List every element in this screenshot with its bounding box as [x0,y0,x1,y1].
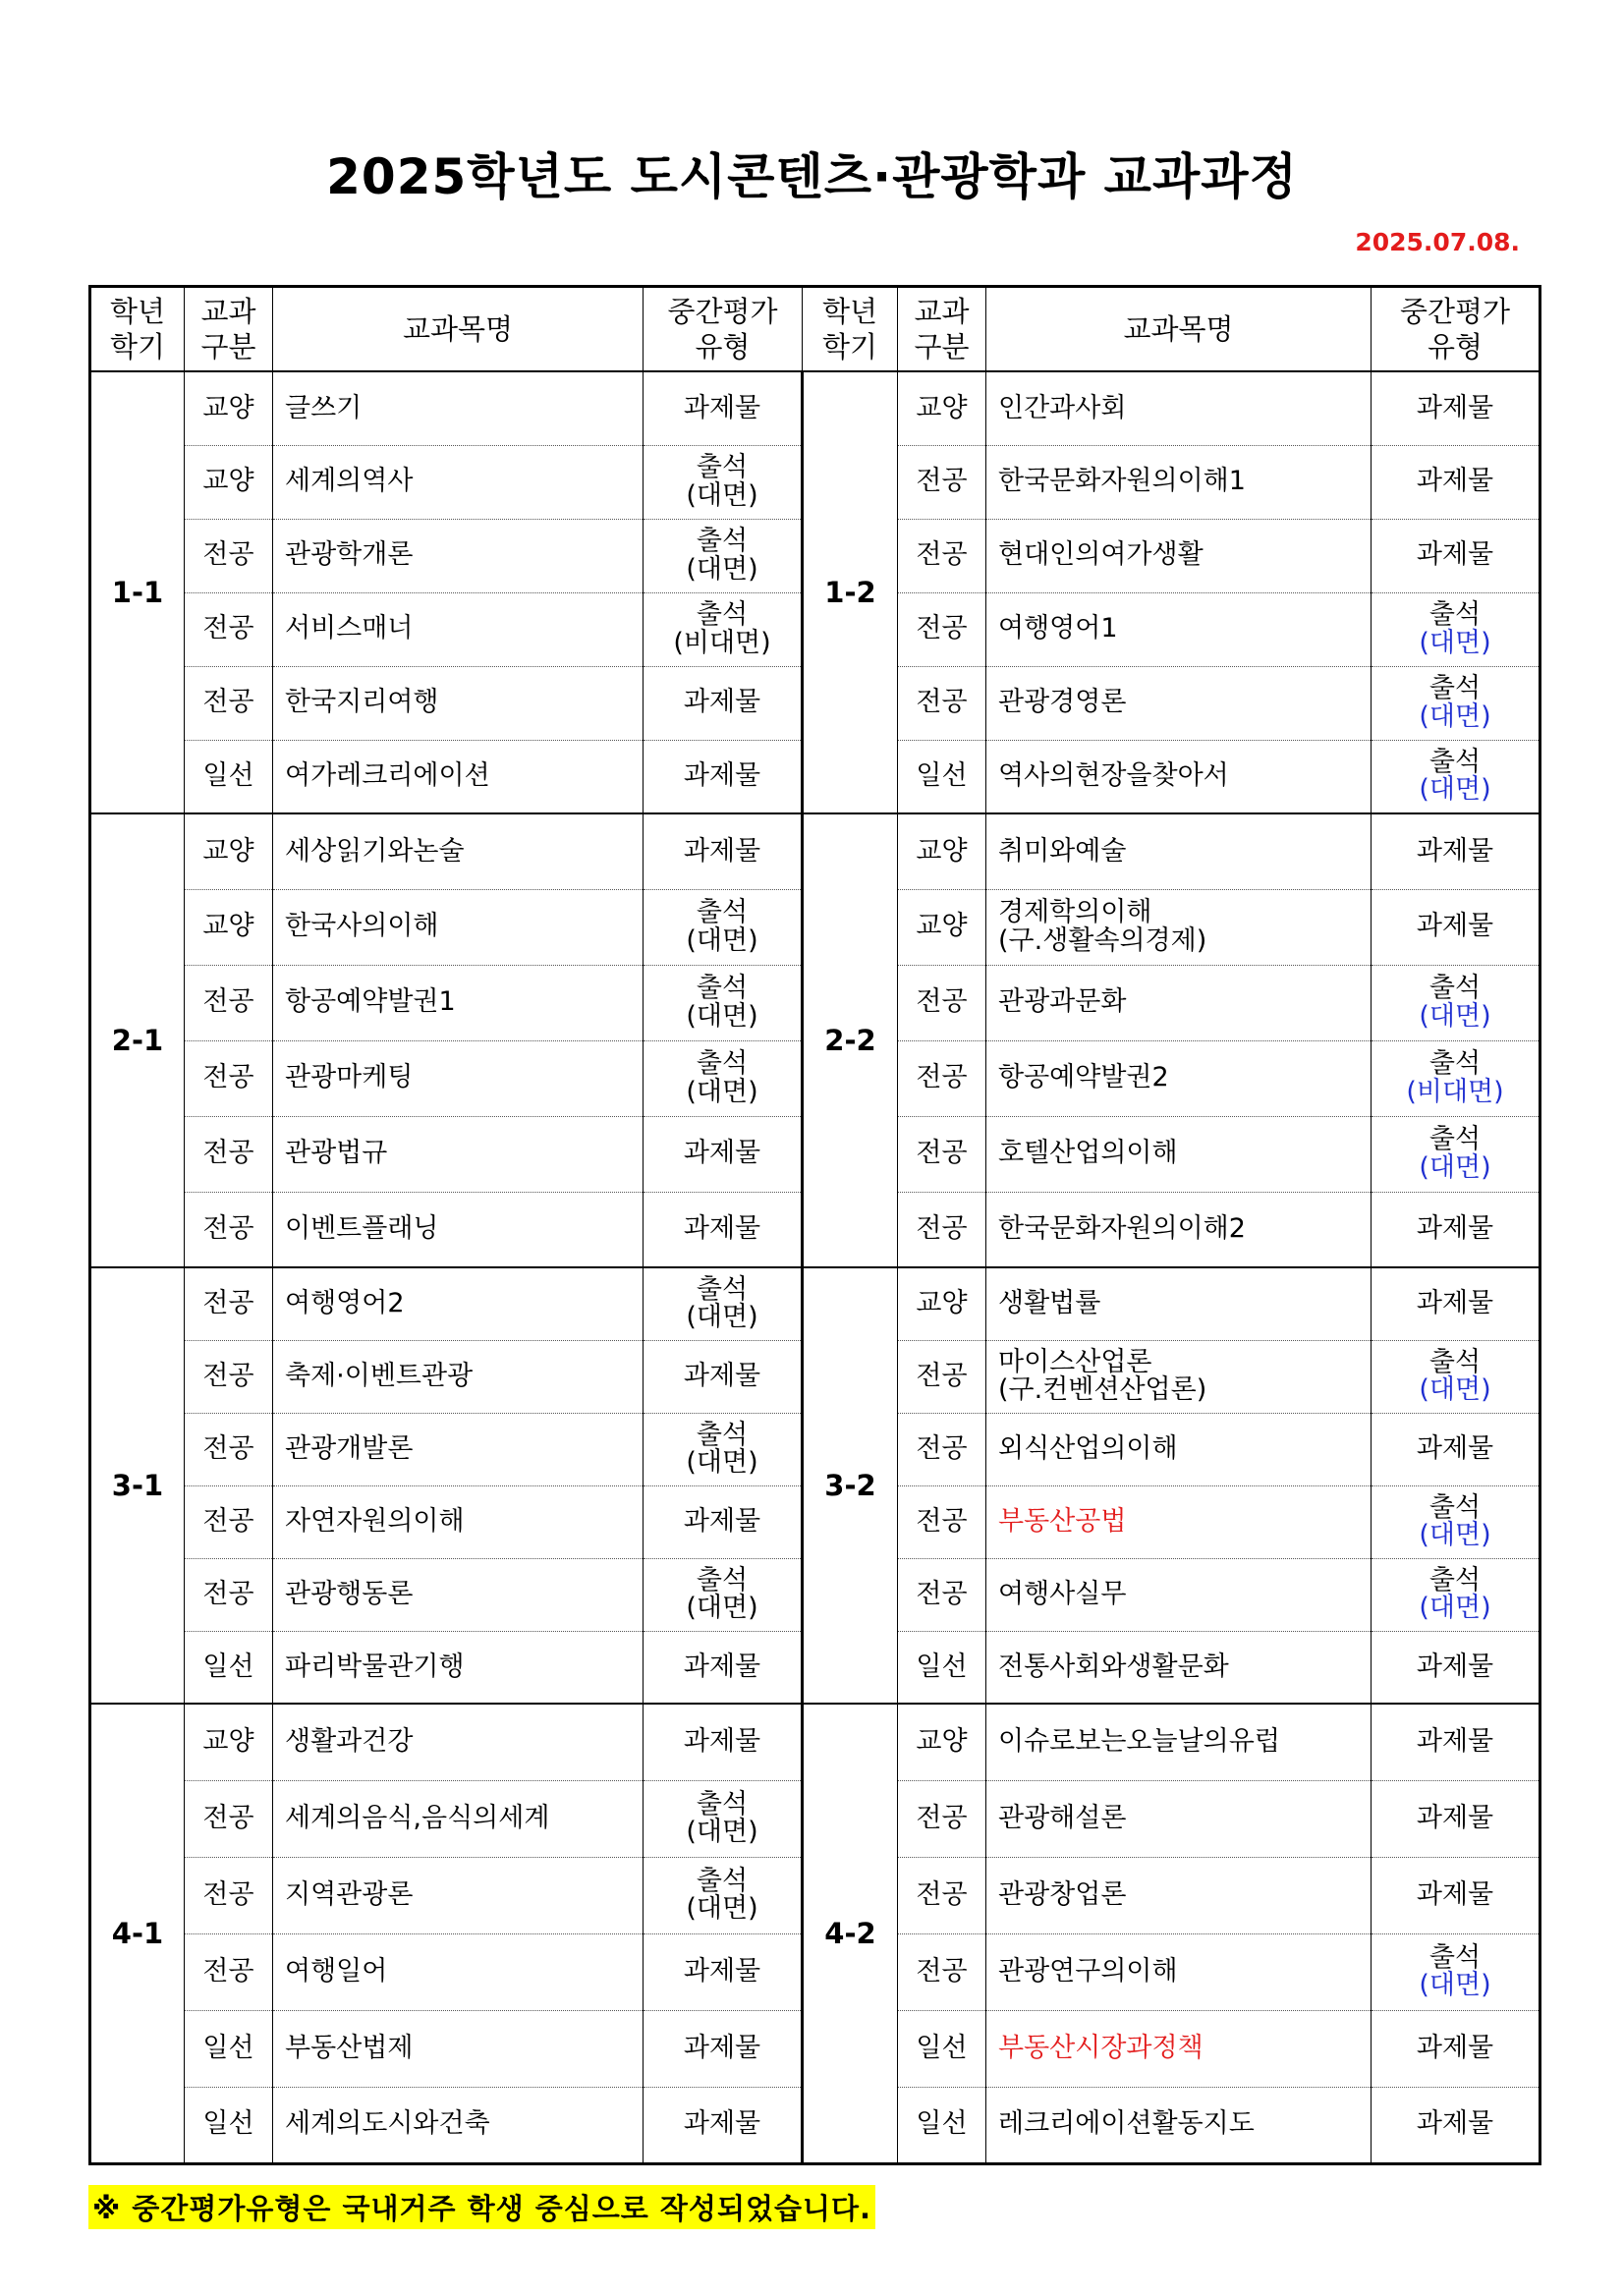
course-name: 축제·이벤트관광 [273,1340,644,1413]
header-eval: 중간평가 유형 [644,287,803,372]
curriculum-table [88,285,1541,2165]
eval-type: 과제물 [1372,1857,1540,1933]
course-name: 관광마케팅 [273,1040,644,1116]
course-type: 전공 [185,666,273,740]
eval-type: 과제물 [644,371,803,445]
eval-type: 과제물 [1372,1413,1540,1485]
eval-type: 출석 (대면) [644,1267,803,1340]
eval-type: 출석 (대면) [1372,1340,1540,1413]
eval-type: 과제물 [644,1933,803,2010]
course-type: 일선 [185,2087,273,2163]
course-type: 전공 [185,519,273,592]
eval-type: 과제물 [644,666,803,740]
course-type: 교양 [898,813,986,889]
table-row [90,371,1540,445]
term-cell: 3-2 [803,1267,898,1704]
eval-type: 과제물 [1372,1704,1540,1780]
course-name: 관광법규 [273,1116,644,1192]
eval-type: 출석 (대면) [1372,1558,1540,1631]
eval-type: 출석 (대면) [1372,965,1540,1040]
eval-type: 과제물 [1372,371,1540,445]
course-name: 관광연구의이해 [986,1933,1372,2010]
course-type: 전공 [898,1485,986,1558]
eval-type: 출석 (대면) [1372,1485,1540,1558]
course-type: 전공 [898,1192,986,1267]
eval-type: 출석 (대면) [644,1040,803,1116]
course-name: 레크리에이션활동지도 [986,2087,1372,2163]
course-name: 한국지리여행 [273,666,644,740]
course-type: 일선 [898,1631,986,1704]
course-type: 전공 [898,445,986,519]
term-cell: 1-2 [803,371,898,813]
eval-type: 과제물 [1372,1267,1540,1340]
eval-type: 출석 (대면) [644,1780,803,1857]
course-name: 관광과문화 [986,965,1372,1040]
course-name: 한국문화자원의이해1 [986,445,1372,519]
course-type: 교양 [898,371,986,445]
course-type: 전공 [898,1413,986,1485]
course-name: 파리박물관기행 [273,1631,644,1704]
page-title: 2025학년도 도시콘텐츠·관광학과 교과과정 [326,148,1298,205]
course-name: 세계의음식,음식의세계 [273,1780,644,1857]
course-type: 교양 [898,1267,986,1340]
course-type: 전공 [185,592,273,666]
term-cell: 1-1 [90,371,185,813]
course-type: 일선 [185,2010,273,2087]
course-type: 교양 [185,371,273,445]
course-name: 취미와예술 [986,813,1372,889]
header-term: 학년 학기 [90,287,185,372]
course-name: 이벤트플래닝 [273,1192,644,1267]
table-header-row [90,287,1540,372]
table-body [90,371,1540,2163]
eval-type: 출석 (대면) [644,1413,803,1485]
eval-type: 출석 (대면) [1372,666,1540,740]
eval-type: 과제물 [1372,1780,1540,1857]
course-name: 관광해설론 [986,1780,1372,1857]
course-type: 전공 [898,1857,986,1933]
eval-type: 과제물 [644,740,803,813]
course-type: 전공 [185,1780,273,1857]
header-type: 교과 구분 [898,287,986,372]
course-type: 교양 [185,1704,273,1780]
course-type: 전공 [185,1857,273,1933]
course-name: 세계의역사 [273,445,644,519]
eval-type: 과제물 [1372,2087,1540,2163]
eval-type: 과제물 [1372,813,1540,889]
eval-type: 출석 (비대면) [644,592,803,666]
course-type: 전공 [898,1040,986,1116]
course-name: 마이스산업론 (구.컨벤션산업론) [986,1340,1372,1413]
course-name: 자연자원의이해 [273,1485,644,1558]
eval-type: 과제물 [644,1704,803,1780]
course-name: 여가레크리에이션 [273,740,644,813]
course-name: 여행사실무 [986,1558,1372,1631]
course-name: 글쓰기 [273,371,644,445]
course-type: 전공 [898,666,986,740]
eval-type: 출석 (대면) [644,1558,803,1631]
course-name: 외식산업의이해 [986,1413,1372,1485]
course-type: 전공 [185,1040,273,1116]
term-cell: 2-1 [90,813,185,1267]
course-name: 한국문화자원의이해2 [986,1192,1372,1267]
course-type: 전공 [898,1340,986,1413]
header-eval: 중간평가 유형 [1372,287,1540,372]
course-name: 경제학의이해 (구.생활속의경제) [986,889,1372,965]
eval-type: 과제물 [644,1116,803,1192]
term-cell: 2-2 [803,813,898,1267]
course-type: 전공 [185,965,273,1040]
eval-type: 과제물 [1372,1631,1540,1704]
term-cell: 4-2 [803,1704,898,2163]
table-row [90,1267,1540,1340]
course-name: 여행일어 [273,1933,644,2010]
header-type: 교과 구분 [185,287,273,372]
eval-type: 과제물 [644,1340,803,1413]
header-course: 교과목명 [986,287,1372,372]
term-cell: 3-1 [90,1267,185,1704]
footnote: ※ 중간평가유형은 국내거주 학생 중심으로 작성되었습니다. [88,2185,875,2229]
course-name: 서비스매너 [273,592,644,666]
eval-type: 과제물 [644,2087,803,2163]
course-type: 일선 [898,2010,986,2087]
eval-type: 출석 (대면) [1372,1933,1540,2010]
course-name: 관광경영론 [986,666,1372,740]
eval-type: 과제물 [1372,445,1540,519]
course-type: 일선 [185,740,273,813]
course-type: 전공 [185,1340,273,1413]
course-type: 일선 [898,740,986,813]
course-type: 전공 [898,592,986,666]
course-type: 교양 [185,445,273,519]
table-row [90,1704,1540,1780]
eval-type: 과제물 [644,1485,803,1558]
eval-type: 과제물 [1372,889,1540,965]
course-name: 현대인의여가생활 [986,519,1372,592]
course-type: 전공 [185,1116,273,1192]
course-name: 여행영어2 [273,1267,644,1340]
course-type: 전공 [185,1485,273,1558]
eval-type: 과제물 [1372,519,1540,592]
course-name: 생활법률 [986,1267,1372,1340]
eval-type: 출석 (대면) [1372,1116,1540,1192]
eval-type: 출석 (대면) [644,1857,803,1933]
course-type: 전공 [185,1933,273,2010]
course-type: 교양 [898,889,986,965]
course-type: 전공 [898,1558,986,1631]
course-name: 세상읽기와논술 [273,813,644,889]
eval-type: 출석 (대면) [644,519,803,592]
course-name: 전통사회와생활문화 [986,1631,1372,1704]
course-type: 교양 [898,1704,986,1780]
eval-type: 과제물 [1372,2010,1540,2087]
course-name: 세계의도시와건축 [273,2087,644,2163]
course-name: 여행영어1 [986,592,1372,666]
eval-type: 과제물 [1372,1192,1540,1267]
course-name: 부동산법제 [273,2010,644,2087]
course-name: 생활과건강 [273,1704,644,1780]
course-type: 전공 [898,965,986,1040]
course-name: 호텔산업의이해 [986,1116,1372,1192]
eval-type: 출석 (대면) [644,889,803,965]
eval-type: 출석 (대면) [1372,740,1540,813]
document-date: 2025.07.08. [1355,228,1520,256]
course-name: 이슈로보는오늘날의유럽 [986,1704,1372,1780]
header-course: 교과목명 [273,287,644,372]
course-name: 관광개발론 [273,1413,644,1485]
header-term: 학년 학기 [803,287,898,372]
course-type: 교양 [185,813,273,889]
course-name: 관광행동론 [273,1558,644,1631]
course-type: 교양 [185,889,273,965]
course-name: 항공예약발권2 [986,1040,1372,1116]
course-name: 부동산시장과정책 [986,2010,1372,2087]
course-name: 부동산공법 [986,1485,1372,1558]
eval-type: 출석 (대면) [644,965,803,1040]
course-type: 전공 [898,519,986,592]
course-type: 전공 [185,1413,273,1485]
eval-type: 출석 (비대면) [1372,1040,1540,1116]
course-name: 관광창업론 [986,1857,1372,1933]
course-type: 전공 [898,1933,986,2010]
course-type: 전공 [185,1558,273,1631]
eval-type: 출석 (대면) [644,445,803,519]
term-cell: 4-1 [90,1704,185,2163]
course-type: 전공 [185,1192,273,1267]
eval-type: 출석 (대면) [1372,592,1540,666]
eval-type: 과제물 [644,2010,803,2087]
course-type: 일선 [898,2087,986,2163]
course-name: 역사의현장을찾아서 [986,740,1372,813]
course-type: 전공 [185,1267,273,1340]
course-name: 인간과사회 [986,371,1372,445]
course-type: 전공 [898,1116,986,1192]
eval-type: 과제물 [644,813,803,889]
course-type: 일선 [185,1631,273,1704]
course-name: 한국사의이해 [273,889,644,965]
table-row [90,813,1540,889]
course-name: 관광학개론 [273,519,644,592]
eval-type: 과제물 [644,1631,803,1704]
course-name: 지역관광론 [273,1857,644,1933]
eval-type: 과제물 [644,1192,803,1267]
course-type: 전공 [898,1780,986,1857]
course-name: 항공예약발권1 [273,965,644,1040]
